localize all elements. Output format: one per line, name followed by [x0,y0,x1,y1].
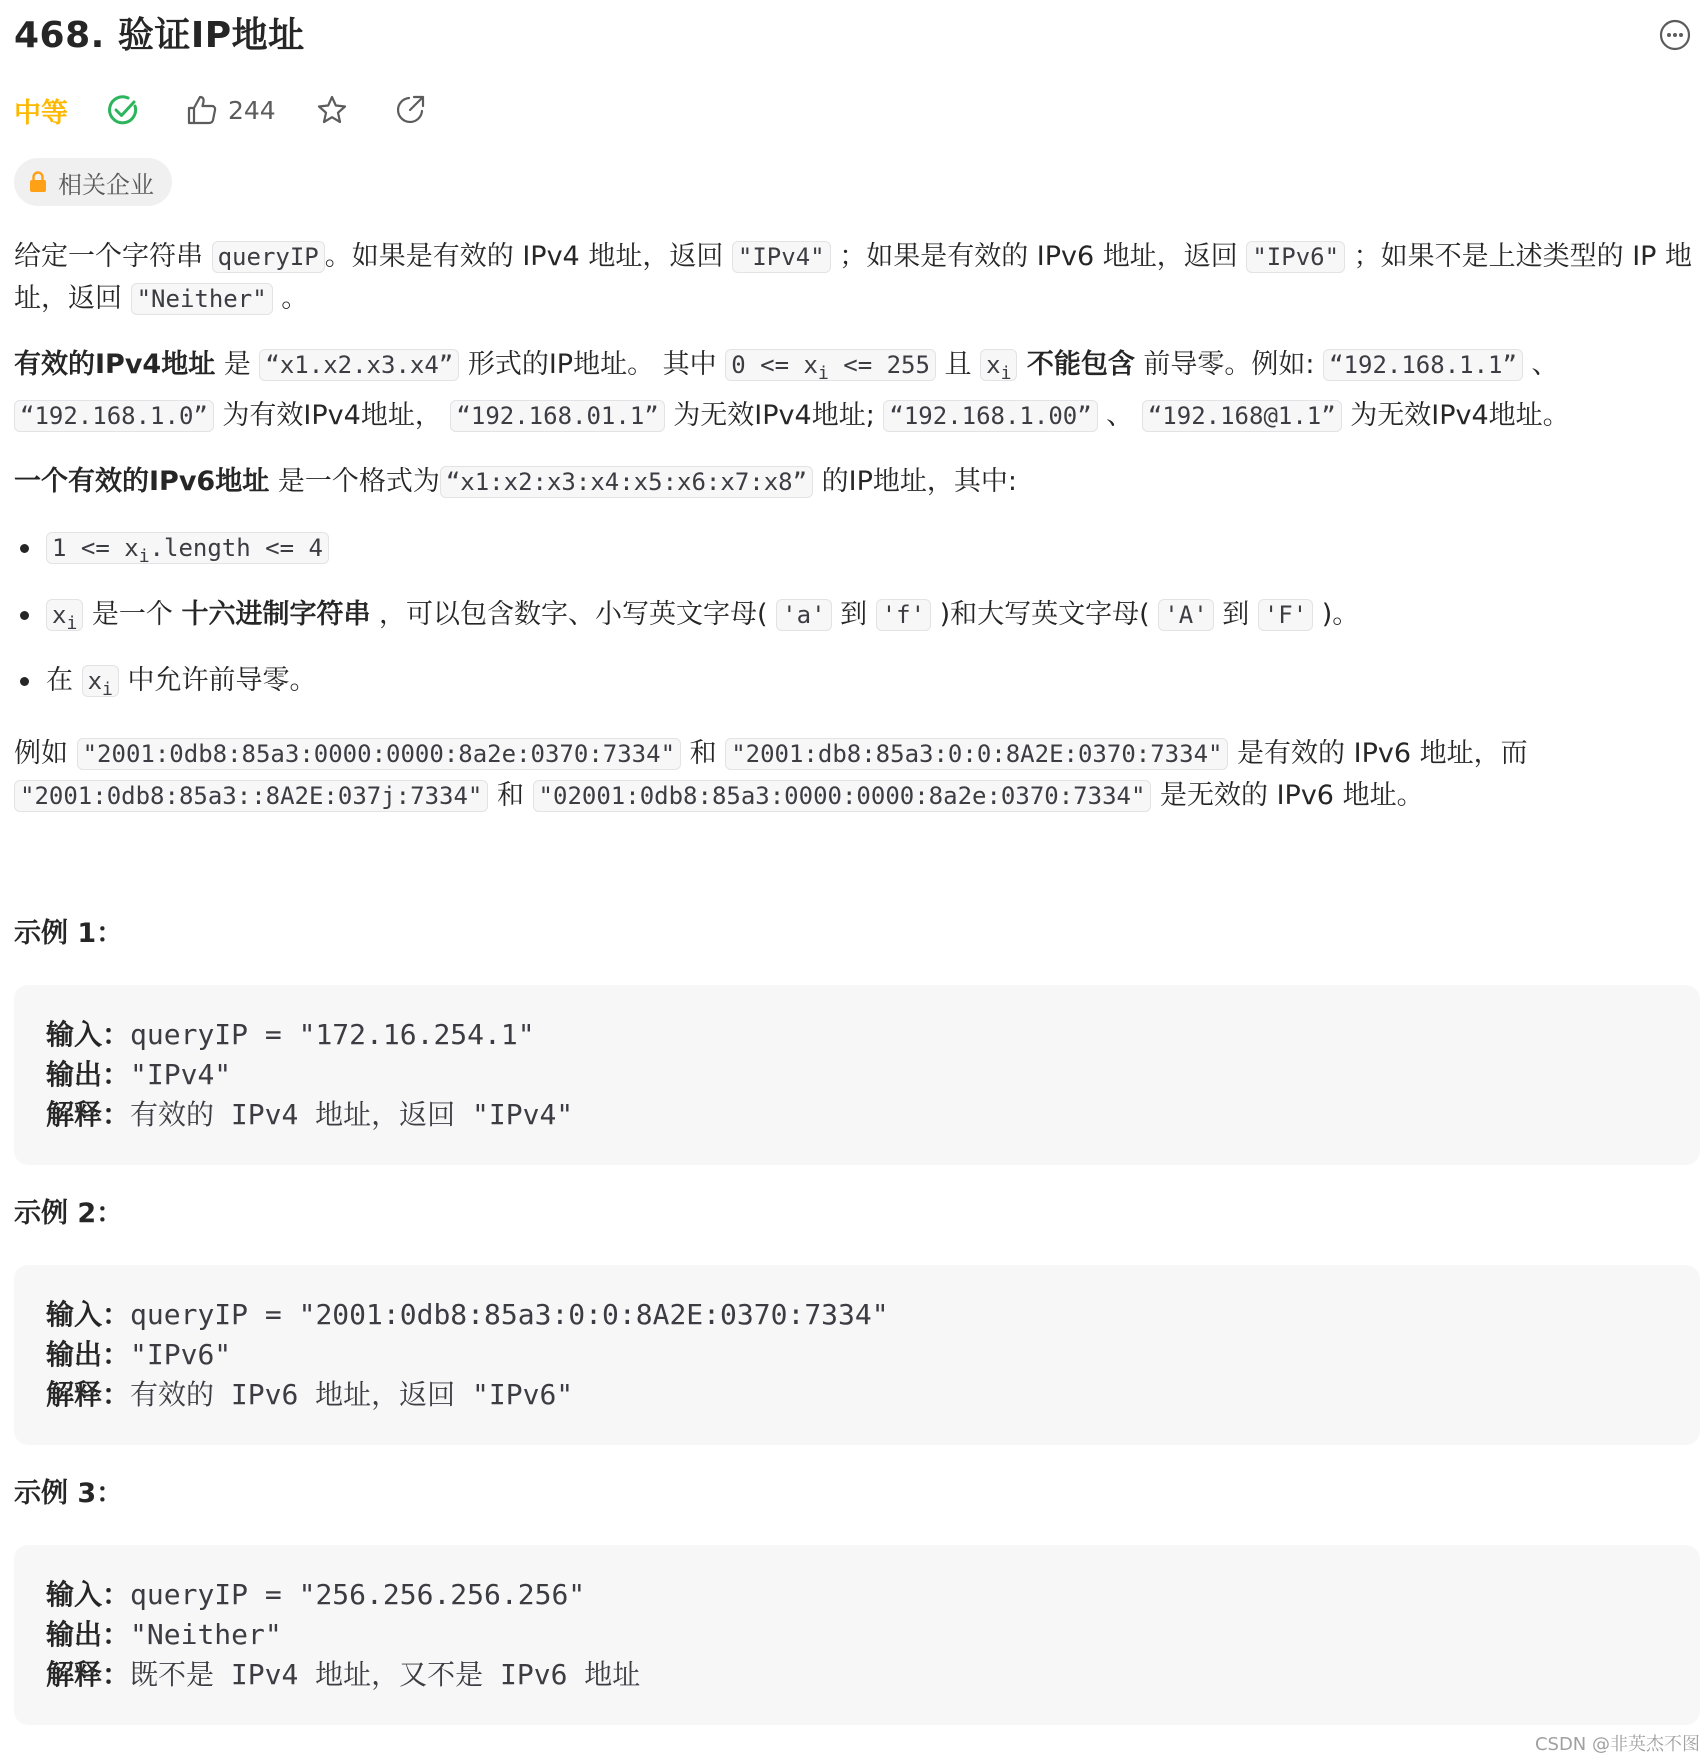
problem-title: 468. 验证IP地址 [14,15,305,56]
related-companies-tag[interactable] [14,158,172,206]
inline-code: “192.168.01.1” [450,400,664,432]
code-text: x [87,667,103,696]
example-box [14,1265,1700,1445]
meta-row [14,88,472,132]
description-paragraph-3 [14,461,1700,503]
inline-code: "2001:0db8:85a3::8A2E:037j:7334" [14,780,488,812]
example-title: 示例 1： [14,918,124,950]
example-box [14,985,1700,1165]
output-label: 输出： [46,1618,131,1652]
inline-code: 'a' [776,599,831,631]
favorite-button[interactable] [316,94,348,126]
problem-description [14,236,1700,1725]
bold-text: 有效的IPv4地址 [14,349,216,380]
example-output [46,1055,1668,1095]
inline-code: “x1.x2.x3.x4” [259,349,459,381]
explanation-value: 有效的 IPv6 地址，返回 "IPv6" [130,1378,574,1412]
inline-code [82,665,119,701]
input-label: 输入： [46,1578,131,1612]
inline-code: “192.168@1.1” [1142,400,1342,432]
text: 和 [681,738,726,770]
check-circle-icon [106,93,140,127]
inline-code: 'F' [1258,599,1313,631]
text: 中允许前导零。 [118,665,317,697]
text: 是有效的 IPv6 地址，而 [1228,738,1528,770]
inline-code: "2001:db8:85a3:0:0:8A2E:0370:7334" [725,738,1228,770]
difficulty-badge: 中等 [14,97,68,129]
inline-code: “x1:x2:x3:x4:x5:x6:x7:x8” [440,466,813,498]
text: 和 [488,780,533,812]
list-item [14,527,1700,578]
input-value: queryIP = "172.16.254.1" [130,1018,535,1052]
inline-code: “192.168.1.00” [883,400,1097,432]
inline-code: "Neither" [131,283,273,315]
inline-code: "IPv4" [732,241,831,273]
inline-code [46,599,83,634]
example-2 [14,1193,1700,1445]
ipv6-rules-list [14,527,1700,711]
example-explanation [46,1095,1668,1135]
explanation-label: 解释： [46,1098,131,1132]
explanation-label: 解释： [46,1378,131,1412]
list-item [14,594,1700,645]
star-icon [316,94,348,126]
inline-code: “192.168.1.0” [14,400,214,432]
inline-code: "IPv6" [1246,241,1345,273]
output-value: "IPv6" [130,1338,232,1372]
inline-code: "02001:0db8:85a3:0000:0000:8a2e:0370:7334" [533,780,1152,812]
more-icon [1658,18,1692,52]
text: 、 [1522,349,1559,380]
text: 在 [46,665,82,697]
share-icon [394,94,426,126]
inline-code [725,349,936,384]
title-row [14,12,1700,64]
code-text: x [986,351,1001,379]
inline-code [46,532,329,567]
example-3 [14,1473,1700,1725]
text: 是无效的 IPv6 地址。 [1151,780,1424,812]
watermark: CSDN @非英杰不图 [1534,1734,1700,1755]
example-1 [14,913,1700,1165]
text: 是一个 [83,598,182,630]
code-text: x [52,600,67,629]
subscript: i [1000,362,1012,384]
example-title: 示例 2： [14,1198,124,1230]
output-label: 输出： [46,1338,131,1372]
text: ；如果不是上述类型的 IP 地址，返回 [14,241,1693,314]
bold-text: 不能包含 [1017,349,1135,380]
text: 。 [272,283,309,314]
text: 的IP地址，其中: [813,465,1017,497]
example-title: 示例 3： [14,1478,124,1510]
example-explanation [46,1375,1668,1415]
subscript: i [66,612,78,634]
example-input [46,1575,1668,1615]
like-button[interactable] [186,94,276,126]
description-paragraph-2 [14,344,1700,437]
text: 是 [215,349,260,380]
example-output [46,1335,1668,1375]
list-item [14,660,1700,711]
subscript: i [102,679,113,701]
text: 给定一个字符串 [14,241,212,272]
bold-text: 十六进制字符串 [181,598,371,630]
text: 为无效IPv4地址。 [1341,399,1570,431]
text: 。如果是有效的 IPv4 地址，返回 [324,241,732,272]
explanation-value: 有效的 IPv4 地址，返回 "IPv4" [130,1098,574,1132]
text: 为有效IPv4地址， [213,399,451,431]
example-box [14,1545,1700,1725]
subscript: i [817,362,829,384]
inline-code: queryIP [212,241,325,273]
inline-code: “192.168.1.1” [1323,349,1523,381]
example-input [46,1015,1668,1055]
more-options-button[interactable] [1658,18,1692,52]
inline-code: 'f' [876,599,931,631]
text: 例如 [14,738,77,770]
inline-code: 'A' [1158,599,1213,631]
text: 是一个格式为 [269,465,440,497]
description-paragraph-1 [14,236,1700,320]
text: ；如果是有效的 IPv6 地址，返回 [830,241,1247,272]
inline-code: "2001:0db8:85a3:0000:0000:8a2e:0370:7334" [77,738,681,770]
code-text: <= 255 [828,351,930,379]
input-label: 输入： [46,1298,131,1332]
code-text: 1 <= x [52,533,139,562]
text: )和大写英文字母( [931,598,1159,630]
thumbs-up-icon [186,94,218,126]
inline-code [980,349,1017,384]
code-text: .length <= 4 [149,533,323,562]
input-label: 输入： [46,1018,131,1052]
example-explanation [46,1655,1668,1695]
description-paragraph-4 [14,733,1700,817]
output-value: "Neither" [130,1618,282,1652]
lock-icon [28,171,48,193]
text: )。 [1313,598,1360,630]
text: ，可以包含数字、小写英文字母( [370,598,777,630]
bold-text: 一个有效的IPv6地址 [14,465,270,497]
like-count: 244 [228,95,276,125]
share-button[interactable] [394,94,426,126]
input-value: queryIP = "2001:0db8:85a3:0:0:8A2E:0370:7334" [130,1298,889,1332]
text: 为无效IPv4地址; [664,399,884,431]
text: 且 [935,349,981,380]
tag-label: 相关企业 [58,170,154,199]
text: 形式的IP地址。 其中 [459,349,726,380]
text: 、 [1097,399,1142,431]
code-text: 0 <= x [731,351,818,379]
example-input [46,1295,1668,1335]
text: 到 [1213,598,1258,630]
explanation-label: 解释： [46,1658,131,1692]
example-output [46,1615,1668,1655]
subscript: i [138,545,150,567]
text: 前导零。例如: [1134,349,1324,380]
accepted-status [106,93,140,127]
text: 到 [831,598,876,630]
output-label: 输出： [46,1058,131,1092]
explanation-value: 既不是 IPv4 地址，又不是 IPv6 地址 [130,1658,641,1692]
input-value: queryIP = "256.256.256.256" [130,1578,586,1612]
output-value: "IPv4" [130,1058,232,1092]
